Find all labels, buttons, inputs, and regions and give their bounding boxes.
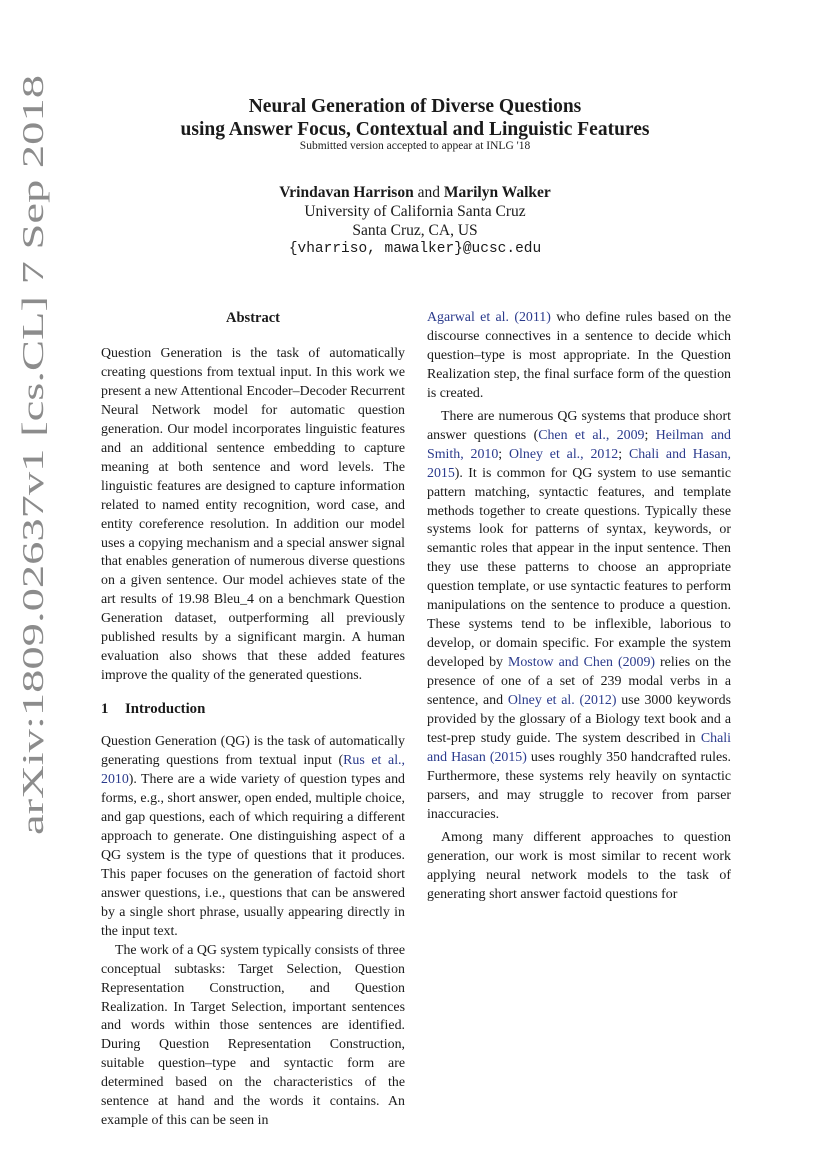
author-2: Marilyn Walker (443, 184, 551, 201)
citation-link[interactable]: Olney et al., 2012 (509, 446, 619, 462)
intro-paragraph-1: Question Generation (QG) is the task of automatically generating questions from textual input (Rus et al., 2010). There are a wide variety of question types and forms, e.g., short answer, open ended, multiple choice, and gap questions, each of which requiring a different approach to generate. One distinguishing aspect of a QG system is the type of questions that it produces. This paper focuses on the generation of factoid short answer questions, i.e., questions that can be answered by a single short phrase, usually appearing directly in the input text. (101, 734, 405, 939)
section-number: 1 (101, 701, 109, 718)
author-email: {vharriso, mawalker}@ucsc.edu (288, 241, 542, 257)
intro-paragraph-2: The work of a QG system typically consists of three conceptual subtasks: Target Selection, Question Representation Construction, and Question Realization. In Target Selection, important sentences and words within those sentences are identified. During Question Representation Construction, suitable question–type and syntactic form are determined based on the characteristics of the sentence at hand and the words it contains. An example of this can be seen in (101, 942, 405, 1129)
author-names (100, 183, 730, 202)
abstract-text: Question Generation is the task of automatically creating questions from textual input. In this work we present a new Attentional Encoder–Decoder Recurrent Neural Network model for automatic question generation. Our model incorporates linguistic features and an additional sentence embedding to capture meaning at both sentence and word levels. The linguistic features are designed to capture information related to named entity recognition, word case, and entity coreference resolution. In addition our model uses a copying mechanism and a special answer signal that enables generation of numerous diverse questions on a given sentence. Our model achieves state of the art results of 19.98 Bleu_4 on a benchmark Question Generation dataset, outperforming all previously published results by a significant margin. A human evaluation also shows that these added features improve the quality of the generated questions. (101, 346, 405, 684)
citation-link[interactable]: Mostow and Chen (2009) (508, 655, 656, 671)
citation-link[interactable]: Olney et al. (2012) (507, 693, 617, 709)
paper-title-block (100, 95, 730, 153)
citation-link[interactable]: Chali and Hasan (2015) (427, 730, 731, 765)
left-column (101, 309, 405, 1131)
citation-link[interactable]: Chali and Hasan, 2015 (427, 446, 731, 481)
paper-title-line-2: using Answer Focus, Contextual and Linguistic Features (180, 119, 650, 140)
citation-link[interactable]: Chen et al., 2009 (538, 427, 645, 443)
author-location: Santa Cruz, CA, US (352, 222, 478, 239)
abstract-heading: Abstract (226, 310, 280, 326)
citation-link[interactable]: Rus et al., 2010 (101, 753, 405, 788)
intro-paragraph-3: There are numerous QG systems that produce short answer questions (Chen et al., 2009; Heilman and Smith, 2010; Olney et al., 2012; Chali and Hasan, 2015). It is common for QG system to use semantic pattern matching, syntactic features, and template methods together to create questions. Typically these systems look for patterns of syntax, keywords, or semantic roles that appear in the input sentence. Then they use these patterns to choose an appropriate question template, or use syntactic features to perform manipulations on the sentence to produce a question. These systems tend to be inflexible, laborious to develop, or domain specific. For example the system developed by Mostow and Chen (2009) relies on the presence of one of a set of 239 modal verbs in a sentence, and Olney et al. (2012) use 3000 keywords provided by the glossary of a Biology text book and a test-prep study guide. The system described in Chali and Hasan (2015) uses roughly 350 handcrafted rules. Furthermore, these systems rely heavily on syntactic parsers, and may struggle to recover from parser inaccuracies. (427, 408, 732, 822)
paper-subtitle: Submitted version accepted to appear at INLG '18 (299, 140, 531, 152)
svg-text:arXiv:1809.02637v1 [cs.CL] 7: arXiv:1809.02637v1 [cs.CL] 7 Sep 2018 (16, 336, 50, 835)
section-heading-introduction (101, 700, 405, 719)
citation-link[interactable]: Heilman and Smith, 2010 (427, 427, 732, 462)
author-conjunction: and (413, 184, 444, 201)
author-affiliation: University of California Santa Cruz (304, 203, 526, 220)
section-title-text: Introduction (125, 701, 206, 718)
right-column (427, 309, 731, 905)
arxiv-identifier-stamp (13, 60, 53, 850)
intro-paragraph-2-continued: Agarwal et al. (2011) who define rules based on the discourse connectives in a sentence to decide which question–type is most appropriate. In the Question Realization step, the final surface form of the question is created. (427, 310, 732, 401)
author-block (100, 183, 730, 259)
intro-paragraph-4: Among many different approaches to question generation, our work is most similar to recent work applying neural network models to the task of generating short answer factoid questions for (427, 829, 731, 902)
author-1: Vrindavan Harrison (279, 184, 414, 201)
paper-title-line-1: Neural Generation of Diverse Questions (248, 96, 582, 117)
citation-link[interactable]: Agarwal et al. (2011) (427, 310, 551, 325)
